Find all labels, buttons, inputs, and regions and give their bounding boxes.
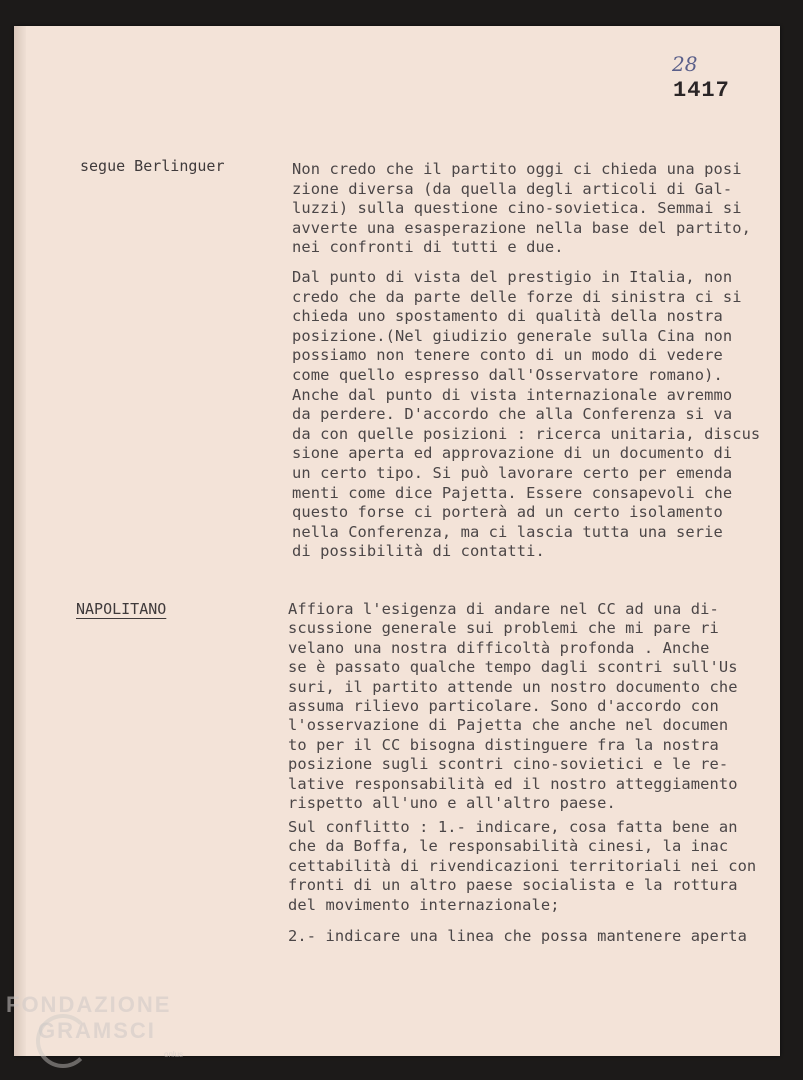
text-line: possiamo non tenere conto di un modo di vedere [292,346,723,365]
text-line: da perdere. D'accordo che alla Conferenza si va [292,405,733,424]
text-line: Affiora l'esigenza di andare nel CC ad una di- [288,600,719,618]
text-line: da con quelle posizioni : ricerca unitaria, discus [292,424,761,443]
text-line: to per il CC bisogna distinguere fra la nostra [288,735,719,754]
logo-line1: FONDAZIONE [6,992,172,1017]
text-line: l'osservazione di Pajetta che anche nel documen [288,716,729,735]
text-line: 2.- indicare una linea che possa mantenere aperta [288,927,747,945]
text-line: assuma rilievo particolare. Sono d'accordo con [288,697,719,715]
text-line: del movimento internazionale; [288,895,560,914]
text-line: rispetto all'uno e all'altro paese. [288,794,616,812]
text-line: Sul conflitto : 1.- indicare, cosa fatta bene an [288,818,738,836]
text-line: velano una nostra difficoltà profonda . Anche [288,638,710,657]
text-line: sione aperta ed approvazione di un documento di [292,444,733,463]
speaker-napolitano: NAPOLITANO [76,600,167,618]
text-line: un certo tipo. Si può lavorare certo per emenda [292,464,733,482]
text-line: che da Boffa, le responsabilità cinesi, la inac [288,837,729,856]
text-line: nella Conferenza, ma ci lascia tutta una serie [292,522,723,541]
text-line: cettabilità di rivendicazioni territoriali nei con [288,856,757,875]
text-line: zione diversa (da quella degli articoli di Gal- [292,179,733,198]
text-line: fronti di un altro paese socialista e la rottura [288,876,738,895]
text-line: Anche dal punto di vista internazionale avremmo [292,385,733,404]
text-line: credo che da parte delle forze di sinistra ci si [292,287,742,306]
text-line: questo forse ci porterà ad un certo isolamento [292,503,723,522]
text-line: posizione.(Nel giudizio generale sulla Cina non [292,326,733,345]
text-line: suri, il partito attende un nostro documento che [288,677,738,696]
text-line: Non credo che il partito oggi ci chieda una posi [292,160,742,178]
text-line: come quello espresso dall'Osservatore romano). [292,366,723,384]
text-line: lative responsabilità ed il nostro atteggiamento [288,774,738,793]
text-line: scussione generale sui problemi che mi pare ri [288,619,719,638]
text-line: di possibilità di contatti. [292,542,545,561]
page-number: 1417 [673,78,730,103]
handwritten-number: 28 [672,52,698,76]
text-line: luzzi) sulla questione cino-sovietica. Semmai si [292,199,742,218]
page-edge [14,26,26,1056]
text-line: nei confronti di tutti e due. [292,238,564,257]
logo-line3: onlus [164,1050,184,1059]
text-line: posizione sugli scontri cino-sovietici e le re- [288,755,729,774]
text-line: Dal punto di vista del prestigio in Italia, non [292,268,733,286]
text-line: se è passato qualche tempo dagli scontri sull'Us [288,658,738,677]
text-line: avverte una esasperazione nella base del partito, [292,218,751,237]
speaker-berlinguer: segue Berlinguer [80,157,225,175]
logo-line2: GRAMSCI [38,1018,156,1043]
text-line: menti come dice Pajetta. Essere consapevoli che [292,483,733,502]
text-line: chieda uno spostamento di qualità della nostra [292,307,723,326]
